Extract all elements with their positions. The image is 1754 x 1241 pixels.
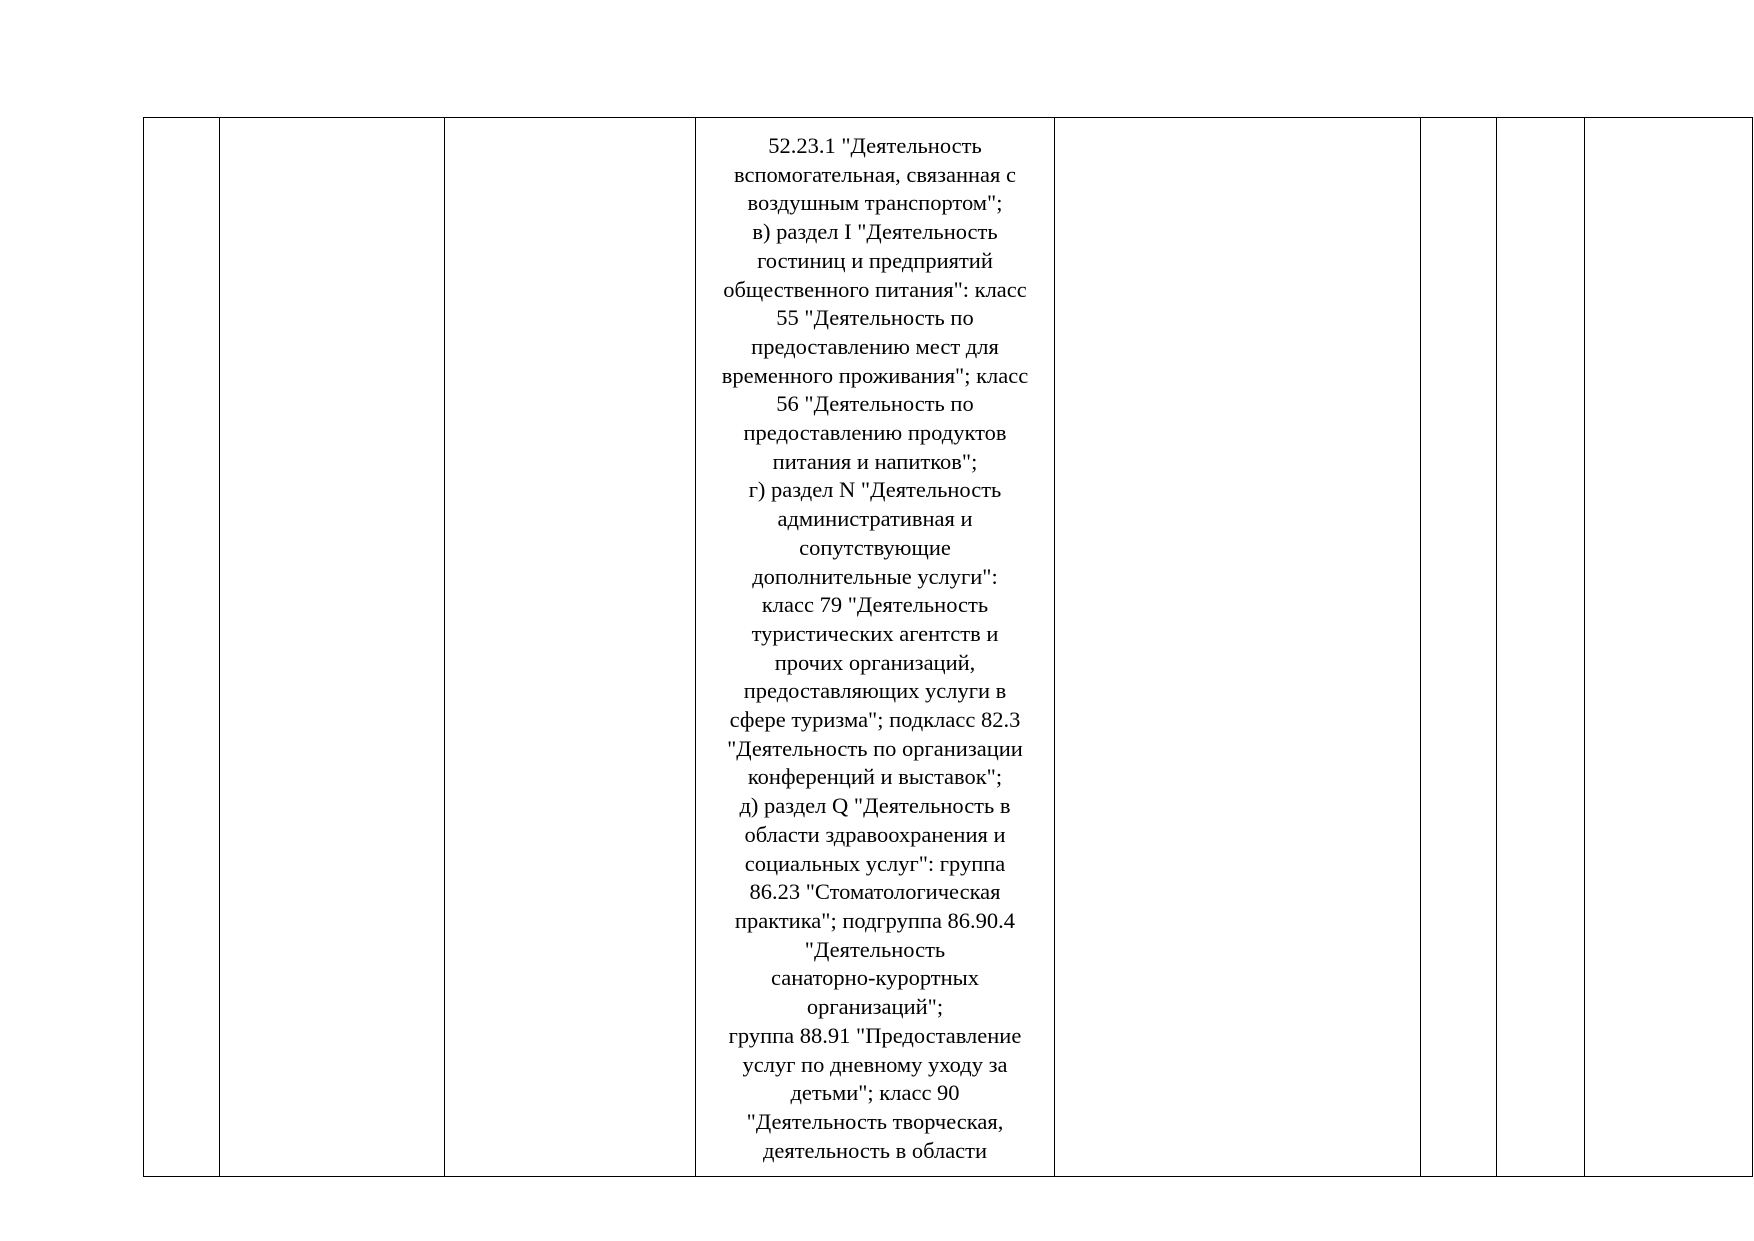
text-line: класс 79 "Деятельность (761, 592, 989, 618)
text-line: деятельность в области (762, 1137, 988, 1163)
text-line: социальных услуг": группа (744, 850, 1006, 876)
text-line: дополнительные услуги": (752, 563, 998, 589)
text-line: общественного питания": класс (723, 276, 1027, 302)
table-cell-col-2 (220, 118, 445, 1177)
text-line: "Деятельность творческая, (746, 1108, 1004, 1134)
table-cell-col-6 (1421, 118, 1497, 1177)
text-line: г) раздел N "Деятельность (748, 477, 1002, 503)
text-line: услуг по дневному уходу за (742, 1051, 1008, 1077)
text-line: сопутствующие (799, 534, 951, 560)
text-line: предоставлению продуктов (743, 420, 1007, 446)
text-line: питания и напитков"; (772, 448, 978, 474)
text-line: воздушным транспортом"; (747, 190, 1003, 216)
text-line: прочих организаций, (774, 649, 976, 675)
text-line: вспомогательная, связанная с (734, 161, 1016, 187)
text-line: организаций"; (806, 994, 944, 1020)
text-line: 55 "Деятельность по (776, 305, 974, 331)
text-line: гостиниц и предприятий (757, 247, 993, 273)
text-line: 86.23 "Стоматологическая (749, 879, 1001, 905)
text-line: предоставляющих услуги в (743, 678, 1007, 704)
activity-codes-text (696, 118, 1054, 1165)
text-line: санаторно-курортных (770, 965, 980, 991)
text-line: 56 "Деятельность по (776, 391, 974, 417)
text-line: 52.23.1 "Деятельность (768, 133, 982, 158)
table-cell-col-7 (1497, 118, 1585, 1177)
table-cell-activity-codes (696, 118, 1055, 1177)
text-line: административная и (777, 506, 973, 532)
text-line: в) раздел I "Деятельность (752, 219, 998, 245)
table-cell-col-5 (1055, 118, 1421, 1177)
table-cell-col-8 (1585, 118, 1753, 1177)
text-line: группа 88.91 "Предоставление (728, 1022, 1022, 1048)
text-line: предоставлению мест для (751, 333, 999, 359)
document-table (143, 117, 1753, 1177)
table-row (144, 118, 1753, 1177)
text-line: практика"; подгруппа 86.90.4 (734, 907, 1016, 933)
table-cell-col-1 (144, 118, 220, 1177)
text-line: детьми"; класс 90 (790, 1080, 960, 1106)
text-line: конференций и выставок"; (747, 764, 1003, 790)
text-line: области здравоохранения и (744, 821, 1006, 847)
text-line: сфере туризма"; подкласс 82.3 (729, 707, 1021, 733)
table-cell-col-3 (445, 118, 696, 1177)
text-line: "Деятельность по организации (727, 735, 1023, 761)
text-line: туристических агентств и (751, 620, 999, 646)
text-line: д) раздел Q "Деятельность в (739, 793, 1011, 819)
text-line: "Деятельность (804, 936, 946, 962)
text-line: временного проживания"; класс (721, 362, 1029, 388)
